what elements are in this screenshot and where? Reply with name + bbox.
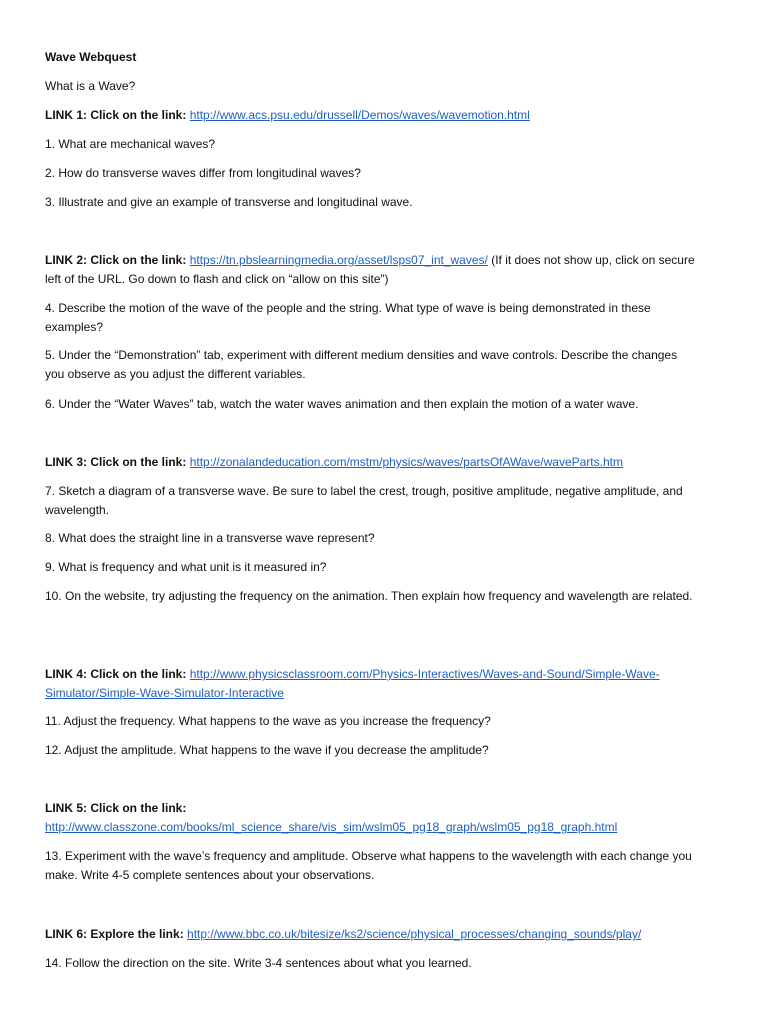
question-11: 11. Adjust the frequency. What happens to the wave as you increase the frequency? xyxy=(45,714,491,728)
question-5: 5. Under the “Demonstration” tab, experiment with different medium densities and wave controls. Describe the changes you observe as you adjust the different variables. xyxy=(45,348,678,381)
question-10: 10. On the website, try adjusting the frequency on the animation. Then explain how frequency and wavelength are related. xyxy=(45,589,693,603)
link5-label: LINK 5: xyxy=(45,801,87,815)
link1-text: Click on the link: xyxy=(87,108,190,122)
question-4: 4. Describe the motion of the wave of the people and the string. What type of wave is being demonstrated in these examples? xyxy=(45,301,651,334)
link6-url[interactable]: http://www.bbc.co.uk/bitesize/ks2/science/physical_processes/changing_sounds/play/ xyxy=(187,927,642,941)
link5-text: Click on the link: xyxy=(87,801,187,815)
link3-text: Click on the link: xyxy=(87,455,190,469)
question-7: 7. Sketch a diagram of a transverse wave. Be sure to label the crest, trough, positive amplitude, negative amplitude, and wavelength. xyxy=(45,484,683,517)
question-1: 1. What are mechanical waves? xyxy=(45,137,216,151)
link6-line xyxy=(45,925,696,944)
link3-label: LINK 3: xyxy=(45,455,87,469)
question-14: 14. Follow the direction on the site. Write 3-4 sentences about what you learned. xyxy=(45,956,472,970)
link1-url[interactable]: http://www.acs.psu.edu/drussell/Demos/waves/wavemotion.html xyxy=(189,108,530,122)
question-6: 6. Under the “Water Waves” tab, watch the water waves animation and then explain the motion of a water wave. xyxy=(45,397,639,411)
link2-url[interactable]: https://tn.pbslearningmedia.org/asset/lsps07_int_waves/ xyxy=(189,253,488,267)
link6-label: LINK 6: xyxy=(45,927,87,941)
link2-note: (If it does not show up, click on secure left of the URL. Go down to flash and click on “allow on this site”) xyxy=(45,253,695,286)
document-title: Wave Webquest xyxy=(45,50,137,64)
link4-line xyxy=(45,665,696,703)
question-13: 13. Experiment with the wave’s frequency and amplitude. Observe what happens to the wavelength with each change you make. Write 4-5 complete sentences about your observations. xyxy=(45,849,692,882)
link5-url[interactable]: http://www.classzone.com/books/ml_science_share/vis_sim/wslm05_pg18_graph/wslm05_pg18_graph.html xyxy=(45,820,618,834)
link2-line xyxy=(45,251,696,289)
link4-text: Click on the link: xyxy=(87,667,190,681)
question-3: 3. Illustrate and give an example of transverse and longitudinal wave. xyxy=(45,195,413,209)
question-9: 9. What is frequency and what unit is it measured in? xyxy=(45,560,327,574)
link3-url[interactable]: http://zonalandeducation.com/mstm/physics/waves/partsOfAWave/waveParts.htm xyxy=(189,455,623,469)
question-12: 12. Adjust the amplitude. What happens to the wave if you decrease the amplitude? xyxy=(45,743,489,757)
question-2: 2. How do transverse waves differ from longitudinal waves? xyxy=(45,166,361,180)
link2-label: LINK 2: xyxy=(45,253,87,267)
link6-text: Explore the link: xyxy=(87,927,188,941)
link4-url[interactable]: http://www.physicsclassroom.com/Physics-Interactives/Waves-and-Sound/Simple-Wave-Simulator/Simple-Wave-Simulator-Interactive xyxy=(45,667,660,700)
link2-text: Click on the link: xyxy=(87,253,190,267)
link1-line xyxy=(45,106,696,125)
link5-line xyxy=(45,799,696,837)
question-8: 8. What does the straight line in a transverse wave represent? xyxy=(45,531,375,545)
section-heading: What is a Wave? xyxy=(45,79,136,93)
link4-label: LINK 4: xyxy=(45,667,87,681)
link3-line xyxy=(45,453,696,472)
link1-label: LINK 1: xyxy=(45,108,87,122)
